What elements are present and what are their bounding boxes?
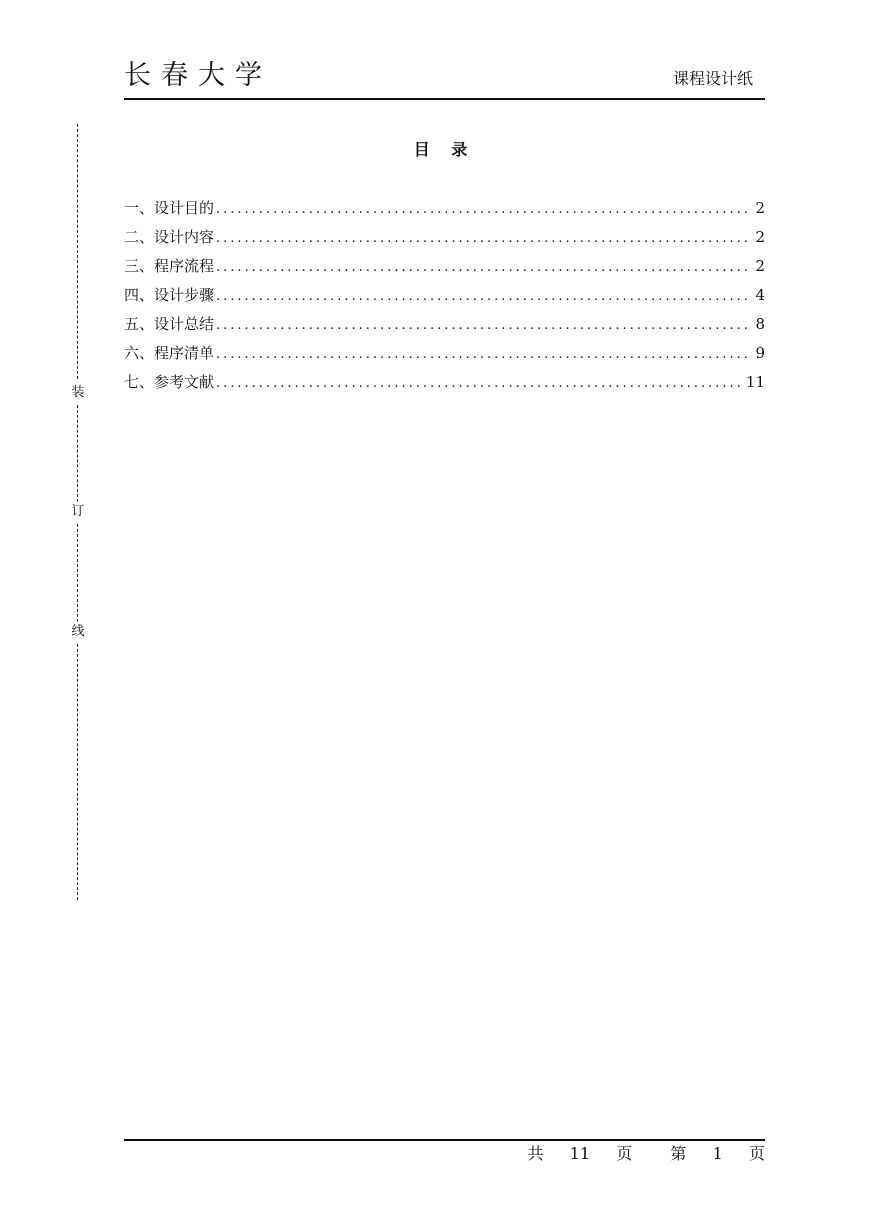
toc-entry-label: 五、设计总结 — [124, 315, 215, 333]
footer-current-page: 1 — [712, 1144, 723, 1163]
footer-current-prefix: 第 — [670, 1144, 687, 1163]
toc-entry[interactable] — [124, 341, 765, 370]
page-header — [124, 56, 765, 100]
binding-dash-segment — [77, 644, 78, 900]
toc-entry[interactable] — [124, 254, 765, 283]
footer-total-suffix: 页 — [616, 1144, 633, 1163]
toc-entry-label: 七、参考文献 — [124, 373, 215, 391]
toc-entry-page: 2 — [755, 228, 765, 246]
toc-dot-leader — [216, 314, 749, 338]
toc-dot-leader — [216, 227, 749, 251]
toc-entry[interactable] — [124, 312, 765, 341]
toc-entry-page: 8 — [755, 315, 765, 333]
toc-entry-page: 2 — [755, 199, 765, 217]
toc-entry-label: 六、程序清单 — [124, 344, 215, 362]
toc-entry[interactable] — [124, 225, 765, 254]
document-type-label: 课程设计纸 — [672, 69, 753, 88]
toc-entry[interactable] — [124, 196, 765, 225]
toc-entry[interactable] — [124, 283, 765, 312]
binding-line — [68, 124, 88, 900]
footer-total-pages: 11 — [569, 1144, 591, 1163]
toc-entry[interactable] — [124, 370, 765, 399]
toc-entry-label: 二、设计内容 — [124, 228, 215, 246]
binding-char-zhuang: 装 — [68, 385, 88, 401]
binding-dash-segment — [77, 524, 78, 622]
toc-entry-label: 三、程序流程 — [124, 257, 215, 275]
toc-dot-leader — [216, 256, 749, 280]
binding-dash-segment — [77, 405, 78, 502]
toc-entry-label: 一、设计目的 — [124, 199, 215, 217]
university-name: 长春大学 — [124, 60, 272, 91]
toc-entry-page: 2 — [755, 257, 765, 275]
toc-entry-page: 4 — [755, 286, 765, 304]
footer-total-prefix: 共 — [527, 1144, 544, 1163]
toc-entry-page: 9 — [755, 344, 765, 362]
toc-dot-leader — [216, 372, 740, 396]
toc-dot-leader — [216, 285, 749, 309]
table-of-contents — [124, 196, 765, 399]
toc-title: 目 录 — [413, 140, 476, 159]
binding-char-xian: 线 — [68, 624, 88, 640]
toc-entry-page: 11 — [745, 373, 765, 391]
toc-dot-leader — [216, 198, 749, 222]
binding-char-ding: 订 — [68, 504, 88, 520]
footer-rule — [124, 1139, 765, 1141]
footer-current-suffix: 页 — [748, 1144, 765, 1163]
page-footer — [527, 1143, 765, 1165]
toc-dot-leader — [216, 343, 749, 367]
binding-dash-segment — [77, 124, 78, 379]
toc-entry-label: 四、设计步骤 — [124, 286, 215, 304]
